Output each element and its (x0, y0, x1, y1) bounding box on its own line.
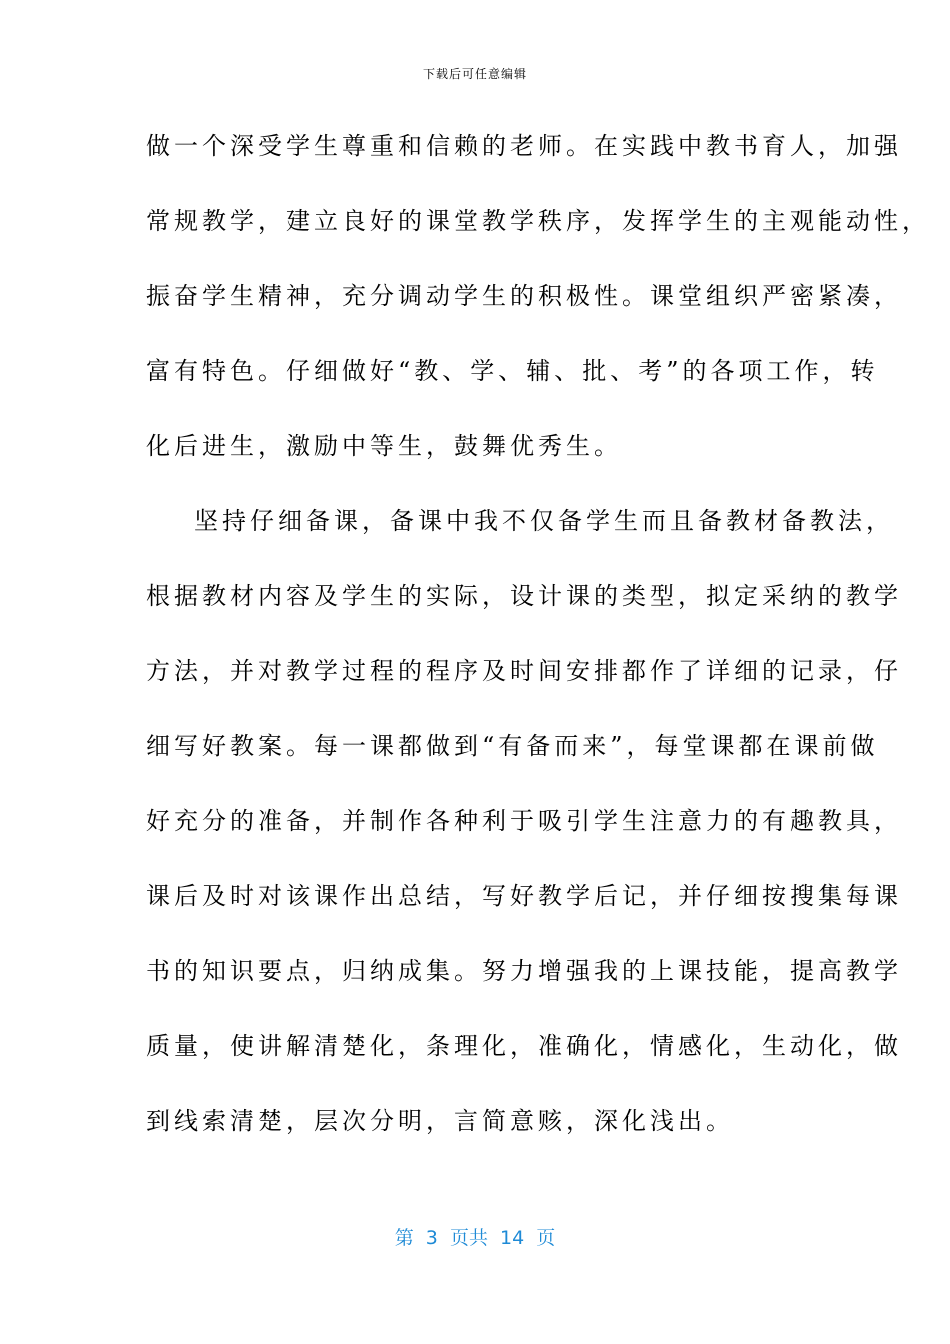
paragraph-line: 化后进生，激励中等生，鼓舞优秀生。 (146, 432, 622, 460)
paragraph-line: 振奋学生精神，充分调动学生的积极性。课堂组织严密紧凑， (146, 282, 902, 310)
page-number-footer: 第 3 页共 14 页 (394, 1227, 556, 1249)
paragraph-line: 课后及时对该课作出总结，写好教学后记，并仔细按搜集每课 (146, 882, 902, 910)
paragraph-line: 做一个深受学生尊重和信赖的老师。在实践中教书育人，加强 (146, 132, 902, 160)
paragraph-line: 质量，使讲解清楚化，条理化，准确化，情感化，生动化，做 (146, 1032, 902, 1060)
paragraph-line: 方法，并对教学过程的程序及时间安排都作了详细的记录，仔 (146, 657, 902, 685)
paragraph-line: 细写好教案。每一课都做到“有备而来”，每堂课都在课前做 (146, 732, 879, 760)
paragraph-2 (146, 493, 902, 1168)
paragraph-line: 好充分的准备，并制作各种利于吸引学生注意力的有趣教具， (146, 807, 902, 835)
paragraph-1 (146, 118, 930, 493)
paragraph-line: 到线索清楚，层次分明，言简意赅，深化浅出。 (146, 1107, 734, 1135)
paragraph-line: 常规教学，建立良好的课堂教学秩序，发挥学生的主观能动性， (146, 207, 930, 235)
document-body (146, 118, 930, 1168)
paragraph-line: 富有特色。仔细做好“教、学、辅、批、考”的各项工作，转 (146, 357, 879, 385)
page-header: 下载后可任意编辑 (422, 67, 527, 81)
paragraph-line: 根据教材内容及学生的实际，设计课的类型，拟定采纳的教学 (146, 582, 902, 610)
paragraph-line: 书的知识要点，归纳成集。努力增强我的上课技能，提高教学 (146, 957, 902, 985)
paragraph-line: 坚持仔细备课，备课中我不仅备学生而且备教材备教法， (194, 507, 894, 535)
